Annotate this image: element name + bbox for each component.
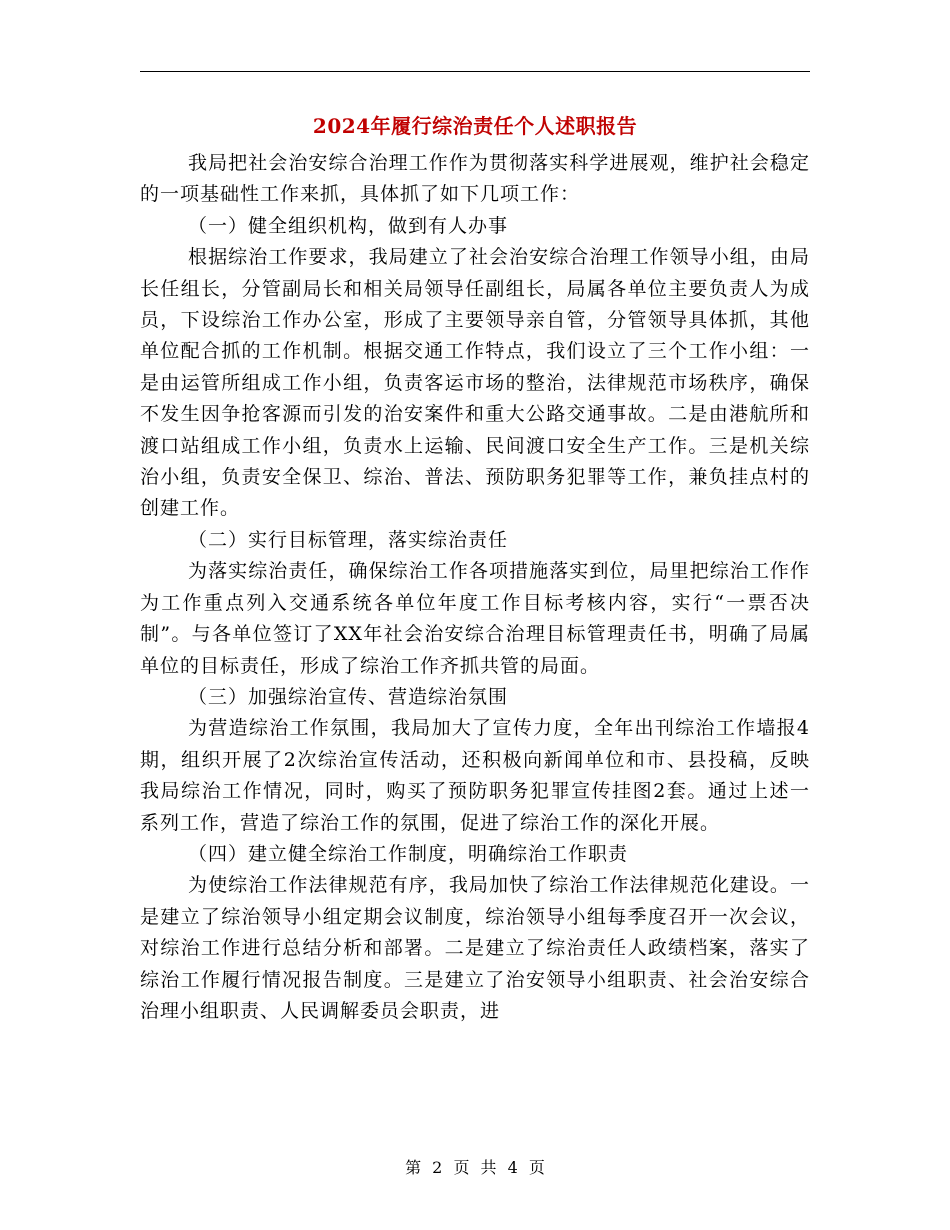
document-body bbox=[140, 148, 810, 1027]
header-rule bbox=[140, 71, 810, 72]
page-footer: 第 2 页 共 4 页 bbox=[405, 1158, 545, 1177]
paragraph-section-4: 为使综治工作法律规范有序，我局加快了综治工作法律规范化建设。一是建立了综治领导小组定期会议制度，综治领导小组每季度召开一次会议，对综治工作进行总结分析和部署。二是建立了综治责任人政绩档案，落实了综治工作履行情况报告制度。三是建立了治安领导小组职责、社会治安综合治理小组职责、人民调解委员会职责，进 bbox=[140, 874, 810, 1022]
paragraph-section-2: 为落实综治责任，确保综治工作各项措施落实到位，局里把综治工作作为工作重点列入交通系统各单位年度工作目标考核内容，实行“一票否决制”。与各单位签订了XX年社会治安综合治理目标管理责任书，明确了局属单位的目标责任，形成了综治工作齐抓共管的局面。 bbox=[140, 560, 810, 677]
section-heading-4: （四）建立健全综治工作制度，明确综治工作职责 bbox=[188, 842, 629, 865]
section-heading-1: （一）健全组织机构，做到有人办事 bbox=[188, 214, 509, 237]
paragraph-intro: 我局把社会治安综合治理工作作为贯彻落实科学进展观，维护社会稳定的一项基础性工作来抓，具体抓了如下几项工作： bbox=[140, 152, 810, 206]
section-heading-2: （二）实行目标管理，落实综治责任 bbox=[188, 528, 509, 551]
paragraph-section-3: 为营造综治工作氛围，我局加大了宣传力度，全年出刊综治工作墙报4期，组织开展了2次综治宣传活动，还积极向新闻单位和市、县投稿，反映我局综治工作情况，同时，购买了预防职务犯罪宣传挂图2套。通过上述一系列工作，营造了综治工作的氛围，促进了综治工作的深化开展。 bbox=[140, 717, 810, 834]
document-title: 2024年履行综治责任个人述职报告 bbox=[312, 114, 638, 138]
section-heading-3: （三）加强综治宣传、营造综治氛围 bbox=[188, 685, 509, 708]
paragraph-section-1: 根据综治工作要求，我局建立了社会治安综合治理工作领导小组，由局长任组长，分管副局长和相关局领导任副组长，局属各单位主要负责人为成员，下设综治工作办公室，形成了主要领导亲自管，分管领导具体抓，其他单位配合抓的工作机制。根据交通工作特点，我们设立了三个工作小组：一是由运管所组成工作小组，负责客运市场的整治，法律规范市场秩序，确保不发生因争抢客源而引发的治安案件和重大公路交通事故。二是由港航所和渡口站组成工作小组，负责水上运输、民间渡口安全生产工作。三是机关综治小组，负责安全保卫、综治、普法、预防职务犯罪等工作，兼负挂点村的创建工作。 bbox=[140, 246, 810, 520]
